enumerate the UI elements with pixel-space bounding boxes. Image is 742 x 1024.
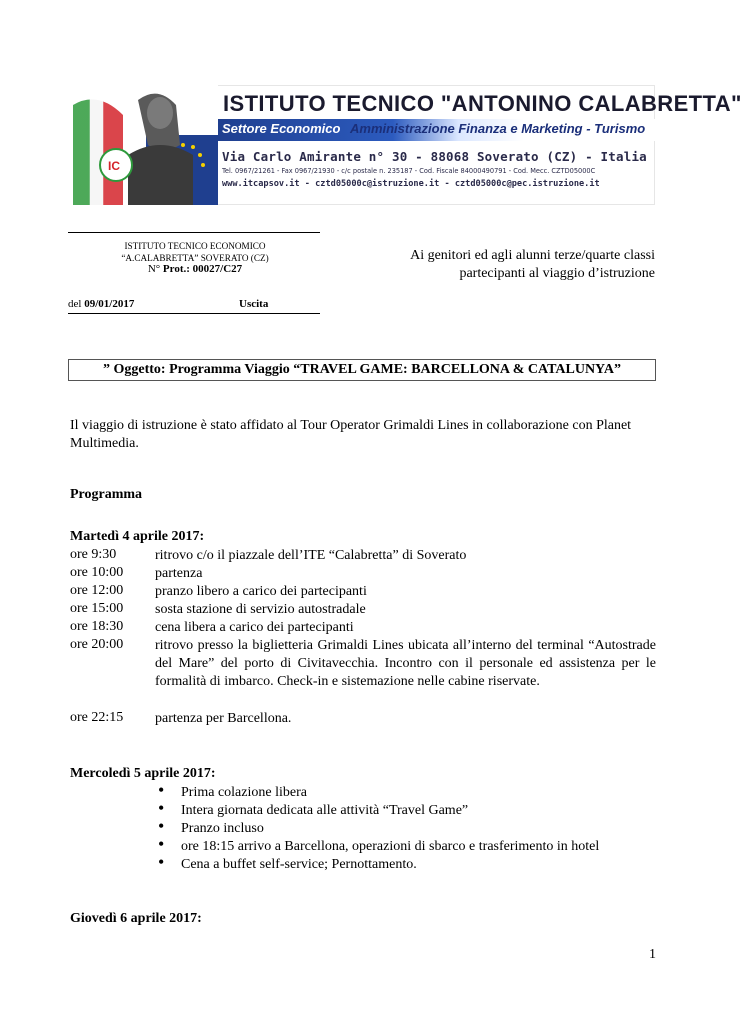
- protocol-date: 09/01/2017: [84, 298, 135, 310]
- intro-paragraph: Il viaggio di istruzione è stato affidato al Tour Operator Grimaldi Lines in collaborazione con Planet Multimedia.: [70, 418, 632, 451]
- school-department: Amministrazione Finanza e Marketing - Turismo: [350, 121, 646, 136]
- day1-text: ritrovo c/o il piazzale dell’ITE “Calabretta” di Soverato: [155, 548, 467, 563]
- school-address: Via Carlo Amirante n° 30 - 88068 Soverato (CZ) - Italia: [222, 149, 647, 164]
- list-item: • Intera giornata dedicata alle attività “Travel Game”: [155, 802, 655, 820]
- day1-time: ore 12:00: [70, 583, 124, 598]
- day1-text: partenza: [155, 566, 203, 581]
- day3-title: Giovedì 6 aprile 2017:: [70, 911, 202, 926]
- flag-emblem-icon: [68, 85, 218, 205]
- protocol-school: [70, 240, 320, 264]
- school-web: www.itcapsov.it - cztd05000c@istruzione.it - cztd05000c@pec.istruzione.it: [222, 179, 600, 189]
- list-item: • Pranzo incluso: [155, 820, 655, 838]
- school-contacts: Tel. 0967/21261 - Fax 0967/21930 - c/c postale n. 235187 - Cod. Fiscale 84000490791 - Cod. Mecc. CZTD05000C: [222, 167, 596, 175]
- day1-time: ore 15:00: [70, 601, 124, 616]
- svg-text:IC: IC: [108, 159, 120, 173]
- list-item: • Cena a buffet self-service; Pernottamento.: [155, 856, 655, 874]
- recipients-line1: Ai genitori ed agli alunni terze/quarte classi: [410, 248, 655, 263]
- protocol-date-prefix: del: [68, 298, 82, 310]
- programma-heading: Programma: [70, 487, 143, 502]
- list-item: • Prima colazione libera: [155, 784, 655, 802]
- day1-text: partenza per Barcellona.: [155, 711, 292, 726]
- subject-box: ” Oggetto: Programma Viaggio “TRAVEL GAME: BARCELLONA & CATALUNYA”: [68, 359, 656, 381]
- day1-text: pranzo libero a carico dei partecipanti: [155, 584, 367, 599]
- day1-time: ore 18:30: [70, 619, 124, 634]
- protocol-date-row: [68, 298, 320, 310]
- protocol-number: [70, 263, 320, 275]
- day1-time: ore 20:00: [70, 637, 124, 652]
- day1-text: sosta stazione di servizio autostradale: [155, 602, 366, 617]
- recipients-line2: partecipanti al viaggio d’istruzione: [459, 266, 655, 281]
- day2-bullet-list: [155, 784, 655, 874]
- protocol-school-line1: ISTITUTO TECNICO ECONOMICO: [124, 241, 266, 251]
- page-number: 1: [649, 947, 656, 962]
- protocol-school-line2: “A.CALABRETTA” SOVERATO (CZ): [121, 253, 269, 263]
- protocol-number-value: Prot.: 00027/C27: [162, 263, 243, 275]
- letterhead-banner: [68, 85, 742, 205]
- day1-text: cena libera a carico dei partecipanti: [155, 620, 354, 635]
- list-item: • ore 18:15 arrivo a Barcellona, operazioni di sbarco e trasferimento in hotel: [155, 838, 655, 856]
- recipients: [340, 247, 655, 283]
- day1-time: ore 10:00: [70, 565, 124, 580]
- protocol-top-rule: [68, 232, 320, 233]
- protocol-direction: Uscita: [239, 298, 269, 310]
- school-sector: Settore Economico: [222, 121, 341, 136]
- day1-time: ore 9:30: [70, 547, 117, 562]
- protocol-bottom-rule: [68, 313, 320, 314]
- school-name: ISTITUTO TECNICO "ANTONINO CALABRETTA": [223, 91, 742, 116]
- protocol-number-prefix: N°: [147, 263, 161, 275]
- day2-title: Mercoledì 5 aprile 2017:: [70, 766, 216, 781]
- day1-time: ore 22:15: [70, 710, 124, 725]
- day1-text: ritrovo presso la biglietteria Grimaldi Lines ubicata all’interno del terminal “Autostrade del Mare” del porto di Civitavecchia. Incontro con il personale ed assistenza per le formalità di imbarco. Check-in e sistemazione nelle cabine riservate.: [155, 638, 656, 689]
- day1-title: Martedì 4 aprile 2017:: [70, 529, 205, 544]
